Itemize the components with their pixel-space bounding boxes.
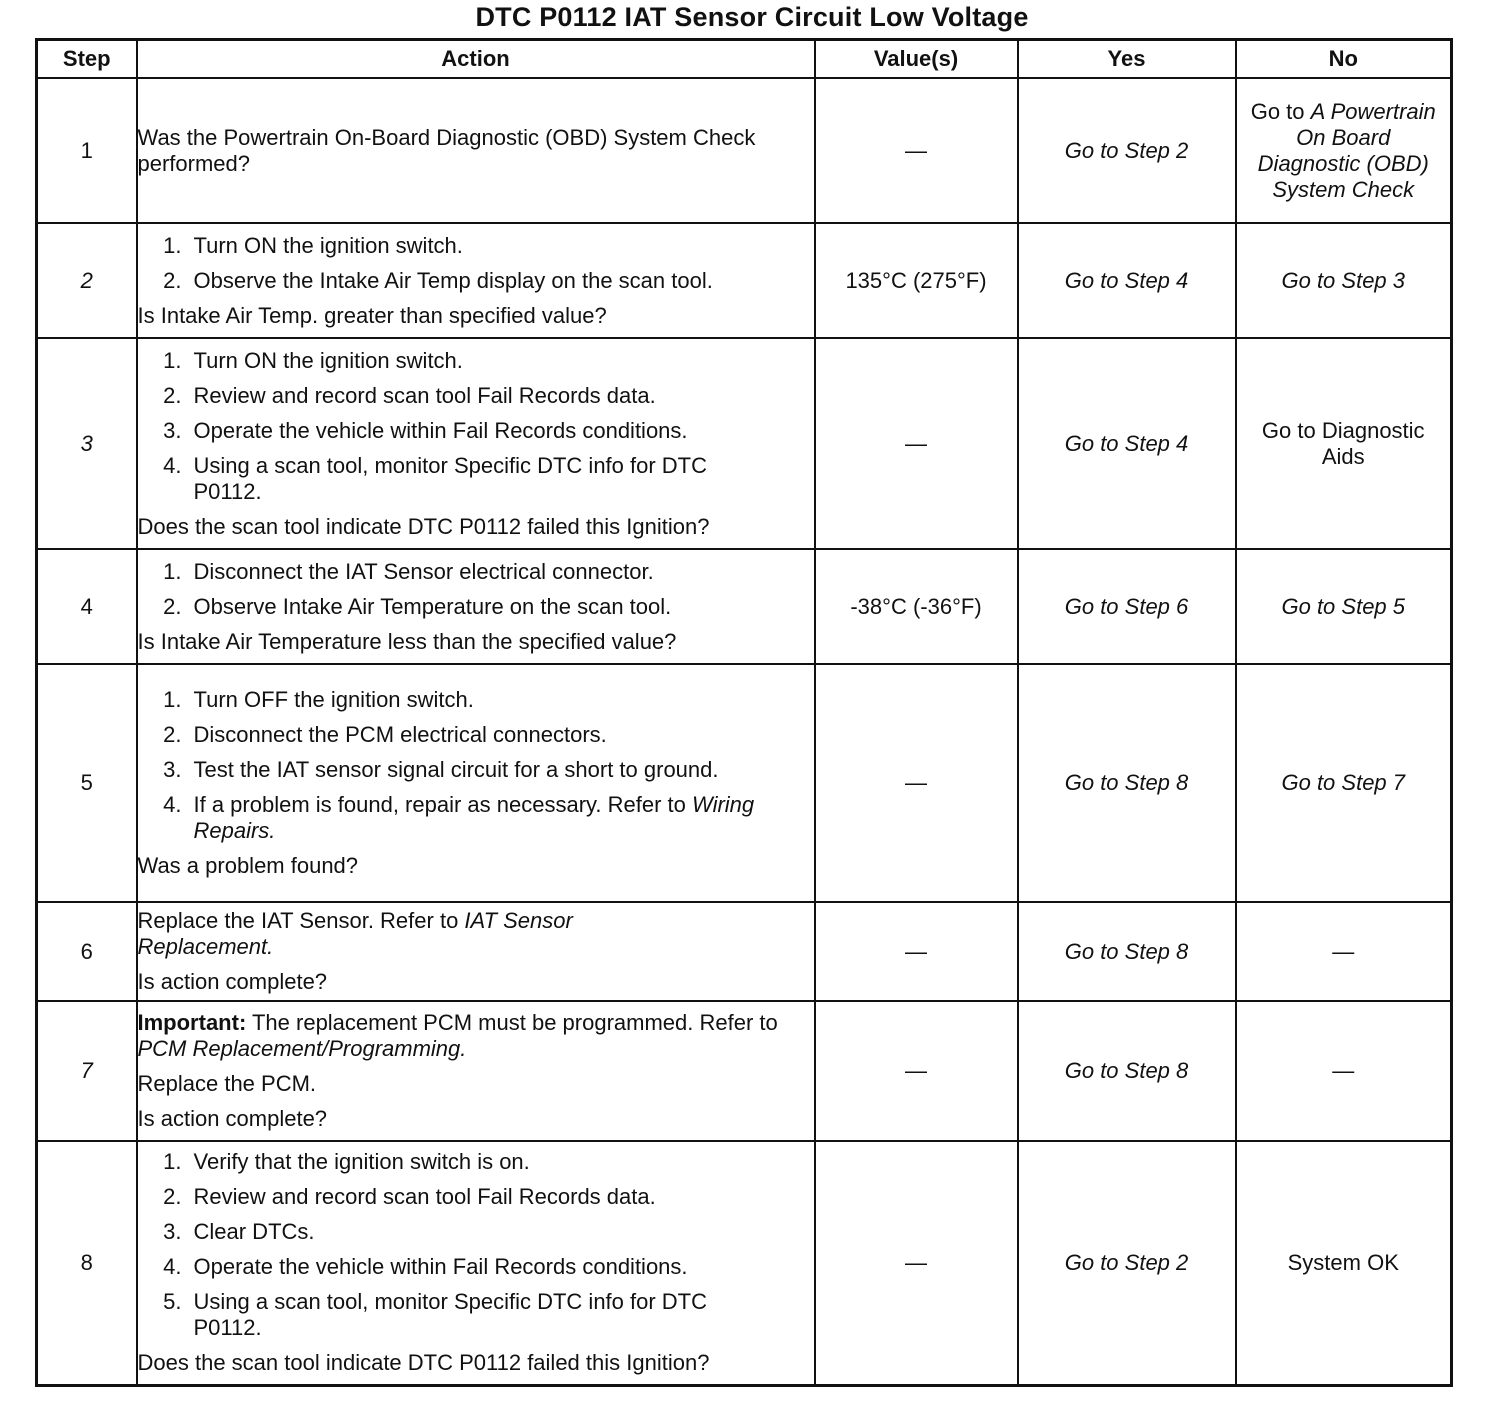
- yes-cell: [1018, 902, 1236, 1001]
- header-no: No: [1236, 40, 1452, 79]
- action-question: Does the scan tool indicate DTC P0112 failed this Ignition?: [137, 1350, 710, 1376]
- action-list: [138, 687, 814, 844]
- action-list: [138, 559, 814, 620]
- step-number: 7: [37, 1001, 137, 1141]
- action-list: [138, 233, 814, 294]
- action-cell: [137, 549, 815, 664]
- no-link[interactable]: A Powertrain On Board Diagnostic (OBD) System Check: [1257, 98, 1436, 202]
- step-number: 8: [37, 1141, 137, 1385]
- no-link[interactable]: Go to Step 3: [1281, 267, 1406, 293]
- diagnostic-table: [35, 38, 1453, 1387]
- header-step: Step: [37, 40, 137, 79]
- yes-link[interactable]: Go to Step 2: [1064, 1249, 1189, 1275]
- list-item: 2. Observe Intake Air Temperature on the scan tool.: [163, 593, 672, 619]
- action-question: Is action complete?: [137, 969, 328, 994]
- list-item: 2. Review and record scan tool Fail Records data.: [163, 1184, 656, 1210]
- table-row-step-6: [37, 902, 1452, 1001]
- yes-link[interactable]: Go to Step 2: [1064, 137, 1189, 163]
- no-link[interactable]: Go to Diagnostic Aids: [1261, 417, 1425, 469]
- list-item: 3. Test the IAT sensor signal circuit for a short to ground.: [163, 757, 719, 782]
- value-cell: —: [815, 1141, 1018, 1385]
- action-question: Is Intake Air Temp. greater than specified value?: [137, 302, 607, 328]
- action-list: [138, 1149, 814, 1341]
- table-row-step-3: [37, 338, 1452, 549]
- action-question: Does the scan tool indicate DTC P0112 failed this Ignition?: [137, 513, 710, 539]
- step-number: 6: [37, 902, 137, 1001]
- list-item: 1. Disconnect the IAT Sensor electrical connector.: [163, 558, 654, 584]
- action-question: Was the Powertrain On-Board Diagnostic (OBD) System Check performed?: [137, 124, 756, 176]
- no-cell: —: [1236, 1001, 1452, 1141]
- table-row-step-5: [37, 664, 1452, 902]
- action-cell: [137, 78, 815, 223]
- table-row-step-8: [37, 1141, 1452, 1385]
- no-cell: —: [1236, 902, 1452, 1001]
- no-link[interactable]: Go to Step 5: [1281, 593, 1406, 619]
- value-cell: —: [815, 1001, 1018, 1141]
- list-item: 3. Operate the vehicle within Fail Records conditions.: [163, 417, 688, 443]
- action-text: Replace the PCM.: [137, 1071, 317, 1096]
- action-cell: [137, 1001, 815, 1141]
- value-cell: -38°C (-36°F): [815, 549, 1018, 664]
- yes-cell: [1018, 223, 1236, 338]
- action-question: Is action complete?: [137, 1106, 328, 1131]
- no-cell: [1236, 223, 1452, 338]
- yes-link[interactable]: Go to Step 8: [1064, 770, 1189, 795]
- table-row-step-4: [37, 549, 1452, 664]
- action-list: [138, 348, 814, 505]
- list-item: 5. Using a scan tool, monitor Specific DTC info for DTC P0112.: [163, 1289, 708, 1341]
- value-cell: —: [815, 338, 1018, 549]
- no-cell: [1236, 338, 1452, 549]
- yes-link[interactable]: Go to Step 6: [1064, 593, 1189, 619]
- yes-cell: [1018, 549, 1236, 664]
- list-item: 4. If a problem is found, repair as necessary. Refer to Wiring Repairs.: [163, 792, 755, 843]
- no-cell: [1236, 549, 1452, 664]
- action-question: Is Intake Air Temperature less than the specified value?: [137, 628, 677, 654]
- list-item: 3. Clear DTCs.: [163, 1219, 315, 1245]
- action-cell: [137, 664, 815, 902]
- step-number: 5: [37, 664, 137, 902]
- no-cell: [1236, 664, 1452, 902]
- pcm-replacement-link[interactable]: PCM Replacement/Programming.: [137, 1036, 467, 1061]
- yes-cell: [1018, 78, 1236, 223]
- list-item: 2. Disconnect the PCM electrical connectors.: [163, 722, 607, 747]
- no-cell: [1236, 1141, 1452, 1385]
- iat-sensor-replacement-link[interactable]: IAT Sensor Replacement.: [137, 908, 573, 959]
- page-title: DTC P0112 IAT Sensor Circuit Low Voltage: [475, 2, 1029, 32]
- list-item: 1. Turn ON the ignition switch.: [163, 347, 463, 373]
- list-item: 2. Review and record scan tool Fail Records data.: [163, 382, 656, 408]
- action-cell: [137, 902, 815, 1001]
- header-yes: Yes: [1018, 40, 1236, 79]
- table-header-row: [37, 40, 1452, 79]
- yes-cell: [1018, 1001, 1236, 1141]
- yes-link[interactable]: Go to Step 4: [1064, 267, 1189, 293]
- list-item: 1. Turn OFF the ignition switch.: [163, 687, 474, 712]
- no-link[interactable]: Go to Step 7: [1281, 770, 1406, 795]
- action-question: Was a problem found?: [137, 853, 359, 878]
- action-cell: [137, 223, 815, 338]
- yes-link[interactable]: Go to Step 8: [1064, 1058, 1189, 1083]
- yes-link[interactable]: Go to Step 4: [1064, 430, 1189, 456]
- yes-cell: [1018, 664, 1236, 902]
- header-action: Action: [137, 40, 815, 79]
- value-cell: —: [815, 78, 1018, 223]
- step-number: 4: [37, 549, 137, 664]
- no-result: System OK: [1287, 1249, 1399, 1275]
- step-number: 2: [37, 223, 137, 338]
- yes-cell: [1018, 338, 1236, 549]
- yes-link[interactable]: Go to Step 8: [1064, 938, 1189, 964]
- action-cell: [137, 338, 815, 549]
- list-item: 1. Turn ON the ignition switch.: [163, 232, 463, 258]
- value-cell: —: [815, 664, 1018, 902]
- list-item: 4. Using a scan tool, monitor Specific DTC info for DTC P0112.: [163, 452, 708, 504]
- wiring-repairs-link[interactable]: Wiring Repairs.: [193, 792, 755, 843]
- action-cell: [137, 1141, 815, 1385]
- value-cell: —: [815, 902, 1018, 1001]
- list-item: 2. Observe the Intake Air Temp display on the scan tool.: [163, 267, 713, 293]
- list-item: 4. Operate the vehicle within Fail Records conditions.: [163, 1254, 688, 1280]
- important-note: Important: The replacement PCM must be programmed. Refer to PCM Replacement/Programming.: [137, 1010, 778, 1061]
- action-text: Replace the IAT Sensor. Refer to IAT Sensor Replacement.: [137, 908, 573, 959]
- step-number: 1: [37, 78, 137, 223]
- table-row-step-7: [37, 1001, 1452, 1141]
- step-number: 3: [37, 338, 137, 549]
- table-row-step-1: [37, 78, 1452, 223]
- header-values: Value(s): [815, 40, 1018, 79]
- table-row-step-2: [37, 223, 1452, 338]
- value-cell: 135°C (275°F): [815, 223, 1018, 338]
- list-item: 1. Verify that the ignition switch is on.: [163, 1149, 530, 1175]
- yes-cell: [1018, 1141, 1236, 1385]
- no-cell: [1236, 78, 1452, 223]
- no-prefix: Go to: [1250, 98, 1311, 124]
